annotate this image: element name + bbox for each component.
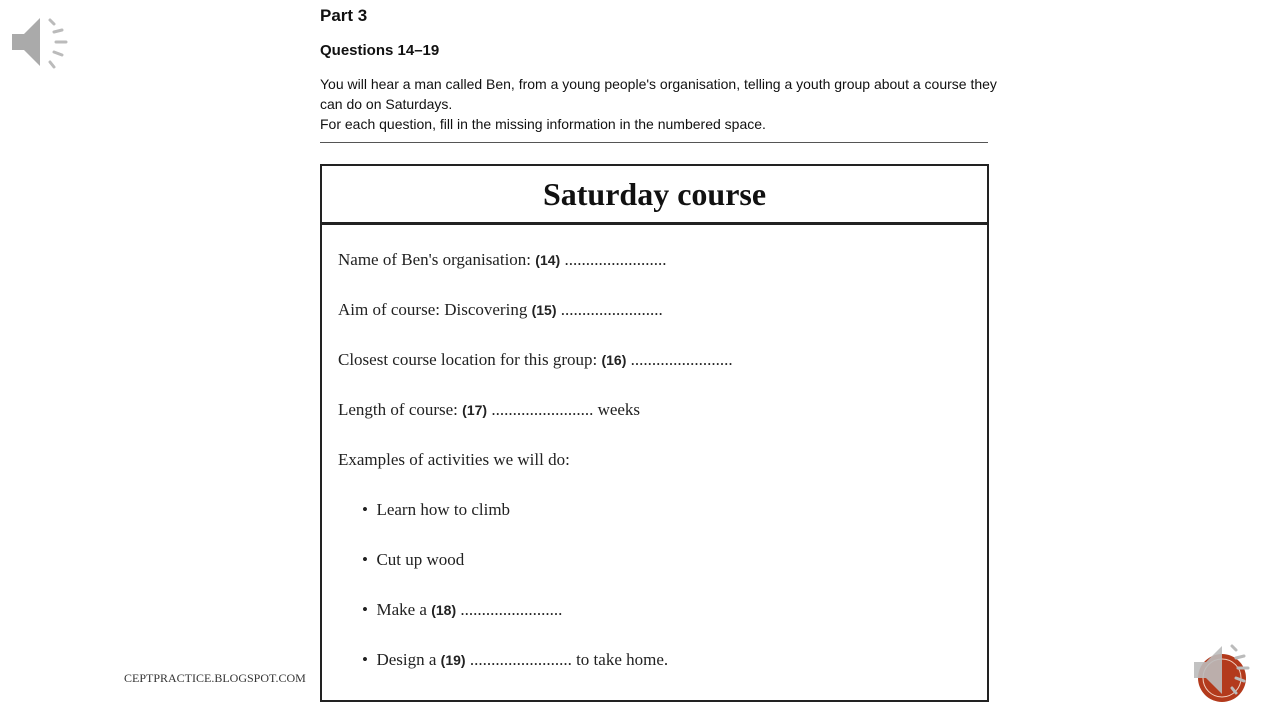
- question-number: (16): [601, 352, 627, 368]
- answer-blank: ........................: [626, 350, 733, 369]
- question-number: (17): [462, 402, 488, 418]
- answer-blank: ........................: [560, 250, 667, 269]
- audio-speaker-icon[interactable]: [10, 12, 74, 72]
- divider: [320, 142, 988, 143]
- box-title: Saturday course: [322, 166, 987, 225]
- questions-heading: Questions 14–19: [320, 42, 440, 59]
- question-line: [338, 250, 666, 270]
- answer-blank: ........................ weeks: [487, 400, 641, 419]
- question-line: [338, 400, 640, 420]
- line-label: Length of course:: [338, 400, 463, 419]
- line-label: Aim of course: Discovering: [338, 300, 532, 319]
- audio-playback-speaker-icon[interactable]: [1192, 632, 1256, 706]
- line-label: Examples of activities we will do:: [338, 450, 570, 469]
- footer-credit: CEPTPRACTICE.BLOGSPOT.COM: [124, 671, 306, 685]
- instructions: [320, 74, 1000, 134]
- answer-blank: ........................ to take home.: [465, 650, 669, 669]
- activity-item: [362, 650, 668, 670]
- bullet-icon: •: [362, 500, 377, 519]
- answer-blank: ........................: [556, 300, 663, 319]
- line-label: Name of Ben's organisation:: [338, 250, 536, 269]
- intro-text: You will hear a man called Ben, from a young people's organisation, telling a youth group about a course they can do on Saturdays.: [320, 76, 997, 112]
- question-line: [338, 450, 570, 470]
- question-line: [338, 300, 663, 320]
- part-heading: Part 3: [320, 6, 368, 25]
- question-number: (14): [535, 252, 561, 268]
- line-label: Make a: [376, 600, 432, 619]
- line-label: Design a: [376, 650, 441, 669]
- activity-item: [362, 500, 510, 520]
- bullet-icon: •: [362, 650, 377, 669]
- question-line: [338, 350, 733, 370]
- question-number: (19): [440, 652, 466, 668]
- activity-item: [362, 600, 562, 620]
- bullet-icon: •: [362, 550, 377, 569]
- bullet-icon: •: [362, 600, 377, 619]
- question-number: (15): [531, 302, 557, 318]
- activity-item: [362, 550, 464, 570]
- line-label: Closest course location for this group:: [338, 350, 602, 369]
- answer-blank: ........................: [456, 600, 563, 619]
- question-number: (18): [431, 602, 457, 618]
- intro-instruction: For each question, fill in the missing information in the numbered space.: [320, 116, 766, 132]
- line-label: Cut up wood: [376, 550, 465, 569]
- line-label: Learn how to climb: [376, 500, 511, 519]
- question-box: [320, 164, 989, 702]
